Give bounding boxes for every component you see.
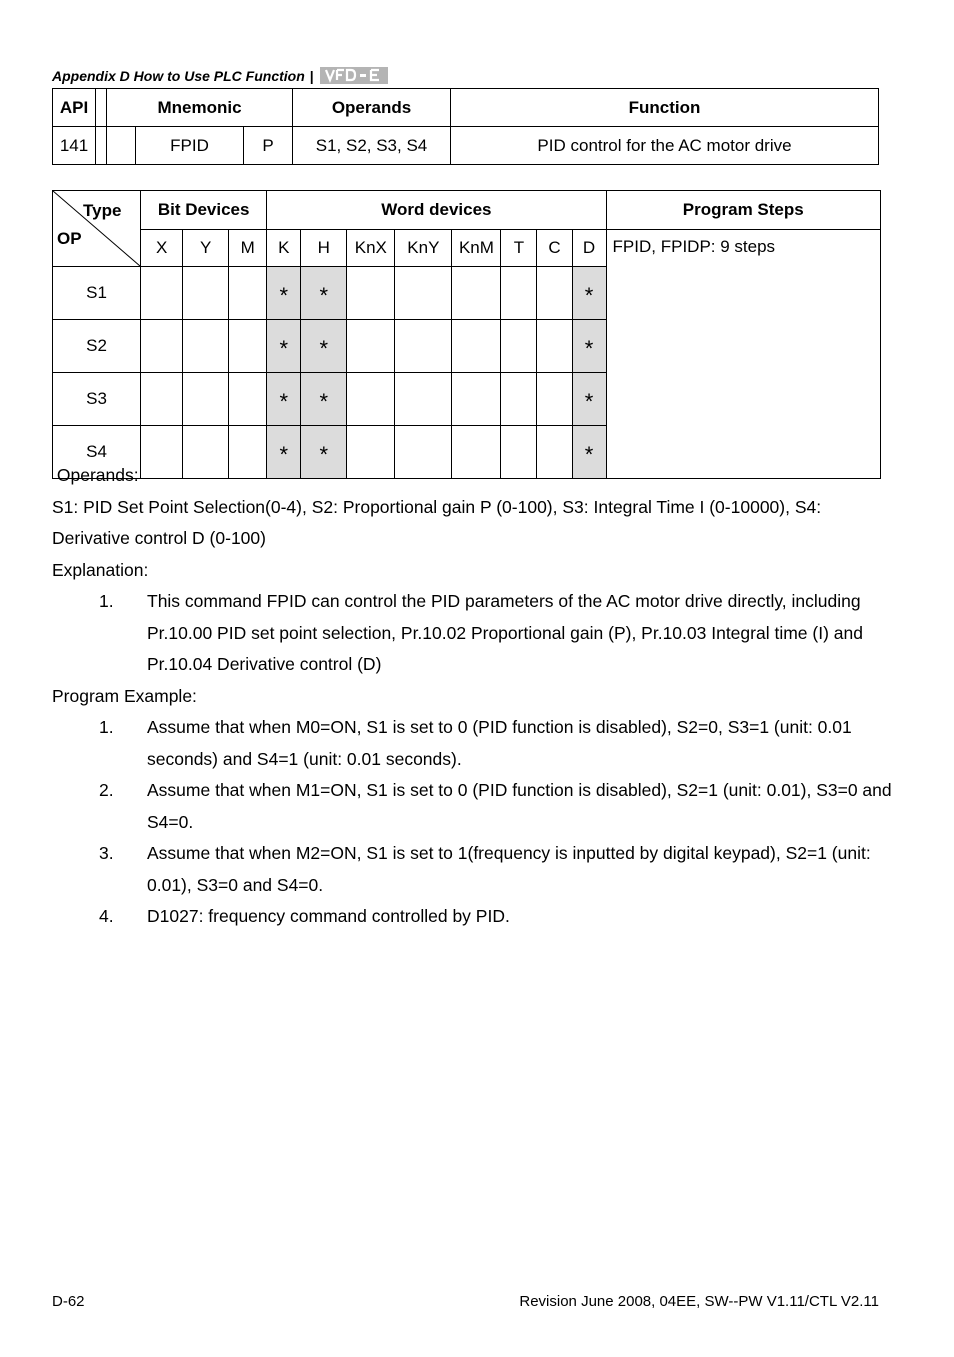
cell [183,320,229,373]
list-item [52,586,892,681]
col-d: D [572,230,606,267]
list-number: 3. [99,843,114,863]
col-y: Y [183,230,229,267]
cell [537,373,572,426]
api-spacer [96,89,107,127]
operands-header: Operands [293,89,451,127]
program-steps-header: Program Steps [606,191,880,230]
operands-text: S1: PID Set Point Selection(0-4), S2: Proportional gain P (0-100), S3: Integral Time I (0-10000), S4: Derivative control D (0-100) [52,496,822,548]
cell [347,320,395,373]
cell [501,373,537,426]
page-number: D-62 [52,1293,85,1310]
cell-k: * [267,267,301,320]
cell [183,267,229,320]
type-op-corner [53,191,141,267]
cell [452,373,501,426]
cell [452,267,501,320]
list-number: 2. [99,780,114,800]
cell [141,267,183,320]
bit-devices-header: Bit Devices [141,191,267,230]
operand-table [52,190,881,479]
col-k: K [267,230,301,267]
cell [537,320,572,373]
vfd-e-logo-icon [320,67,388,84]
mnemonic-cell [136,127,293,165]
row-op-label: S3 [53,373,141,426]
cell [141,373,183,426]
cell-h: * [301,373,347,426]
corner-op-label: OP [57,229,82,248]
cell-d: * [572,267,606,320]
cell [501,320,537,373]
list-text: Assume that when M2=ON, S1 is set to 1(frequency is inputted by digital keypad), S2=1 (unit: 0.01), S3=0 and S4=0. [147,843,871,895]
list-number: 4. [99,906,114,926]
mnemonic-inner [136,127,292,164]
cell [395,267,452,320]
list-number: 1. [99,717,114,737]
header-title: Appendix D How to Use PLC Function [52,67,305,84]
cell [229,320,267,373]
list-number: 1. [99,591,114,611]
cell-d: * [572,373,606,426]
header-separator: | [309,67,314,84]
cell-k: * [267,426,301,479]
col-knm: KnM [452,230,501,267]
col-knx: KnX [347,230,395,267]
cell-k: * [267,373,301,426]
cell-k: * [267,320,301,373]
cell [452,320,501,373]
api-table [52,88,879,165]
function-header: Function [451,89,879,127]
cell [229,373,267,426]
row-op-label: S4 [53,426,141,479]
cell-d: * [572,426,606,479]
api-spacer [96,127,107,165]
mnemonic-prefix-cell [107,127,136,165]
row-op-label: S2 [53,320,141,373]
col-m: M [229,230,267,267]
program-steps-value: FPID, FPIDP: 9 steps [606,230,880,479]
cell [395,373,452,426]
list-item [52,712,892,775]
list-text: Assume that when M0=ON, S1 is set to 0 (PID function is disabled), S2=0, S3=1 (unit: 0.01 seconds) and S4=1 (unit: 0.01 seconds). [147,717,852,769]
list-item [52,838,892,901]
api-header: API [53,89,96,127]
col-x: X [141,230,183,267]
col-t: T [501,230,537,267]
cell [501,267,537,320]
list-item [52,775,892,838]
list-text: This command FPID can control the PID parameters of the AC motor drive directly, including Pr.10.00 PID set point selection, Pr.10.02 Proportional gain (P), Pr.10.03 Integral time (I) and Pr.10.04 Derivative control (D) [147,591,863,674]
corner-type-label: Type [83,201,122,220]
list-text: Assume that when M1=ON, S1 is set to 0 (PID function is disabled), S2=1 (unit: 0.01), S3=0 and S4=0. [147,780,892,832]
mnemonic-value: FPID [136,127,244,164]
cell [183,373,229,426]
cell [395,320,452,373]
col-kny: KnY [395,230,452,267]
cell-h: * [301,426,347,479]
cell-h: * [301,267,347,320]
cell [347,267,395,320]
col-h: H [301,230,347,267]
list-text: D1027: frequency command controlled by PID. [147,906,510,926]
cell-d: * [572,320,606,373]
mnemonic-header: Mnemonic [107,89,293,127]
explanation-label: Explanation: [52,559,149,580]
row-op-label: S1 [53,267,141,320]
function-value: PID control for the AC motor drive [451,127,879,165]
word-devices-header: Word devices [267,191,606,230]
pulse-flag: P [262,135,274,155]
cell-h: * [301,320,347,373]
operands-label: Operands: [52,465,139,485]
cell [347,373,395,426]
cell [229,267,267,320]
list-item [52,901,892,933]
body-text [52,460,892,933]
cell [537,267,572,320]
cell [141,320,183,373]
api-number: 141 [53,127,96,165]
example-label: Program Example: [52,685,197,706]
operands-value: S1, S2, S3, S4 [293,127,451,165]
revision-text: Revision June 2008, 04EE, SW--PW V1.11/CTL V2.11 [519,1293,879,1310]
page-header [52,67,388,84]
col-c: C [537,230,572,267]
